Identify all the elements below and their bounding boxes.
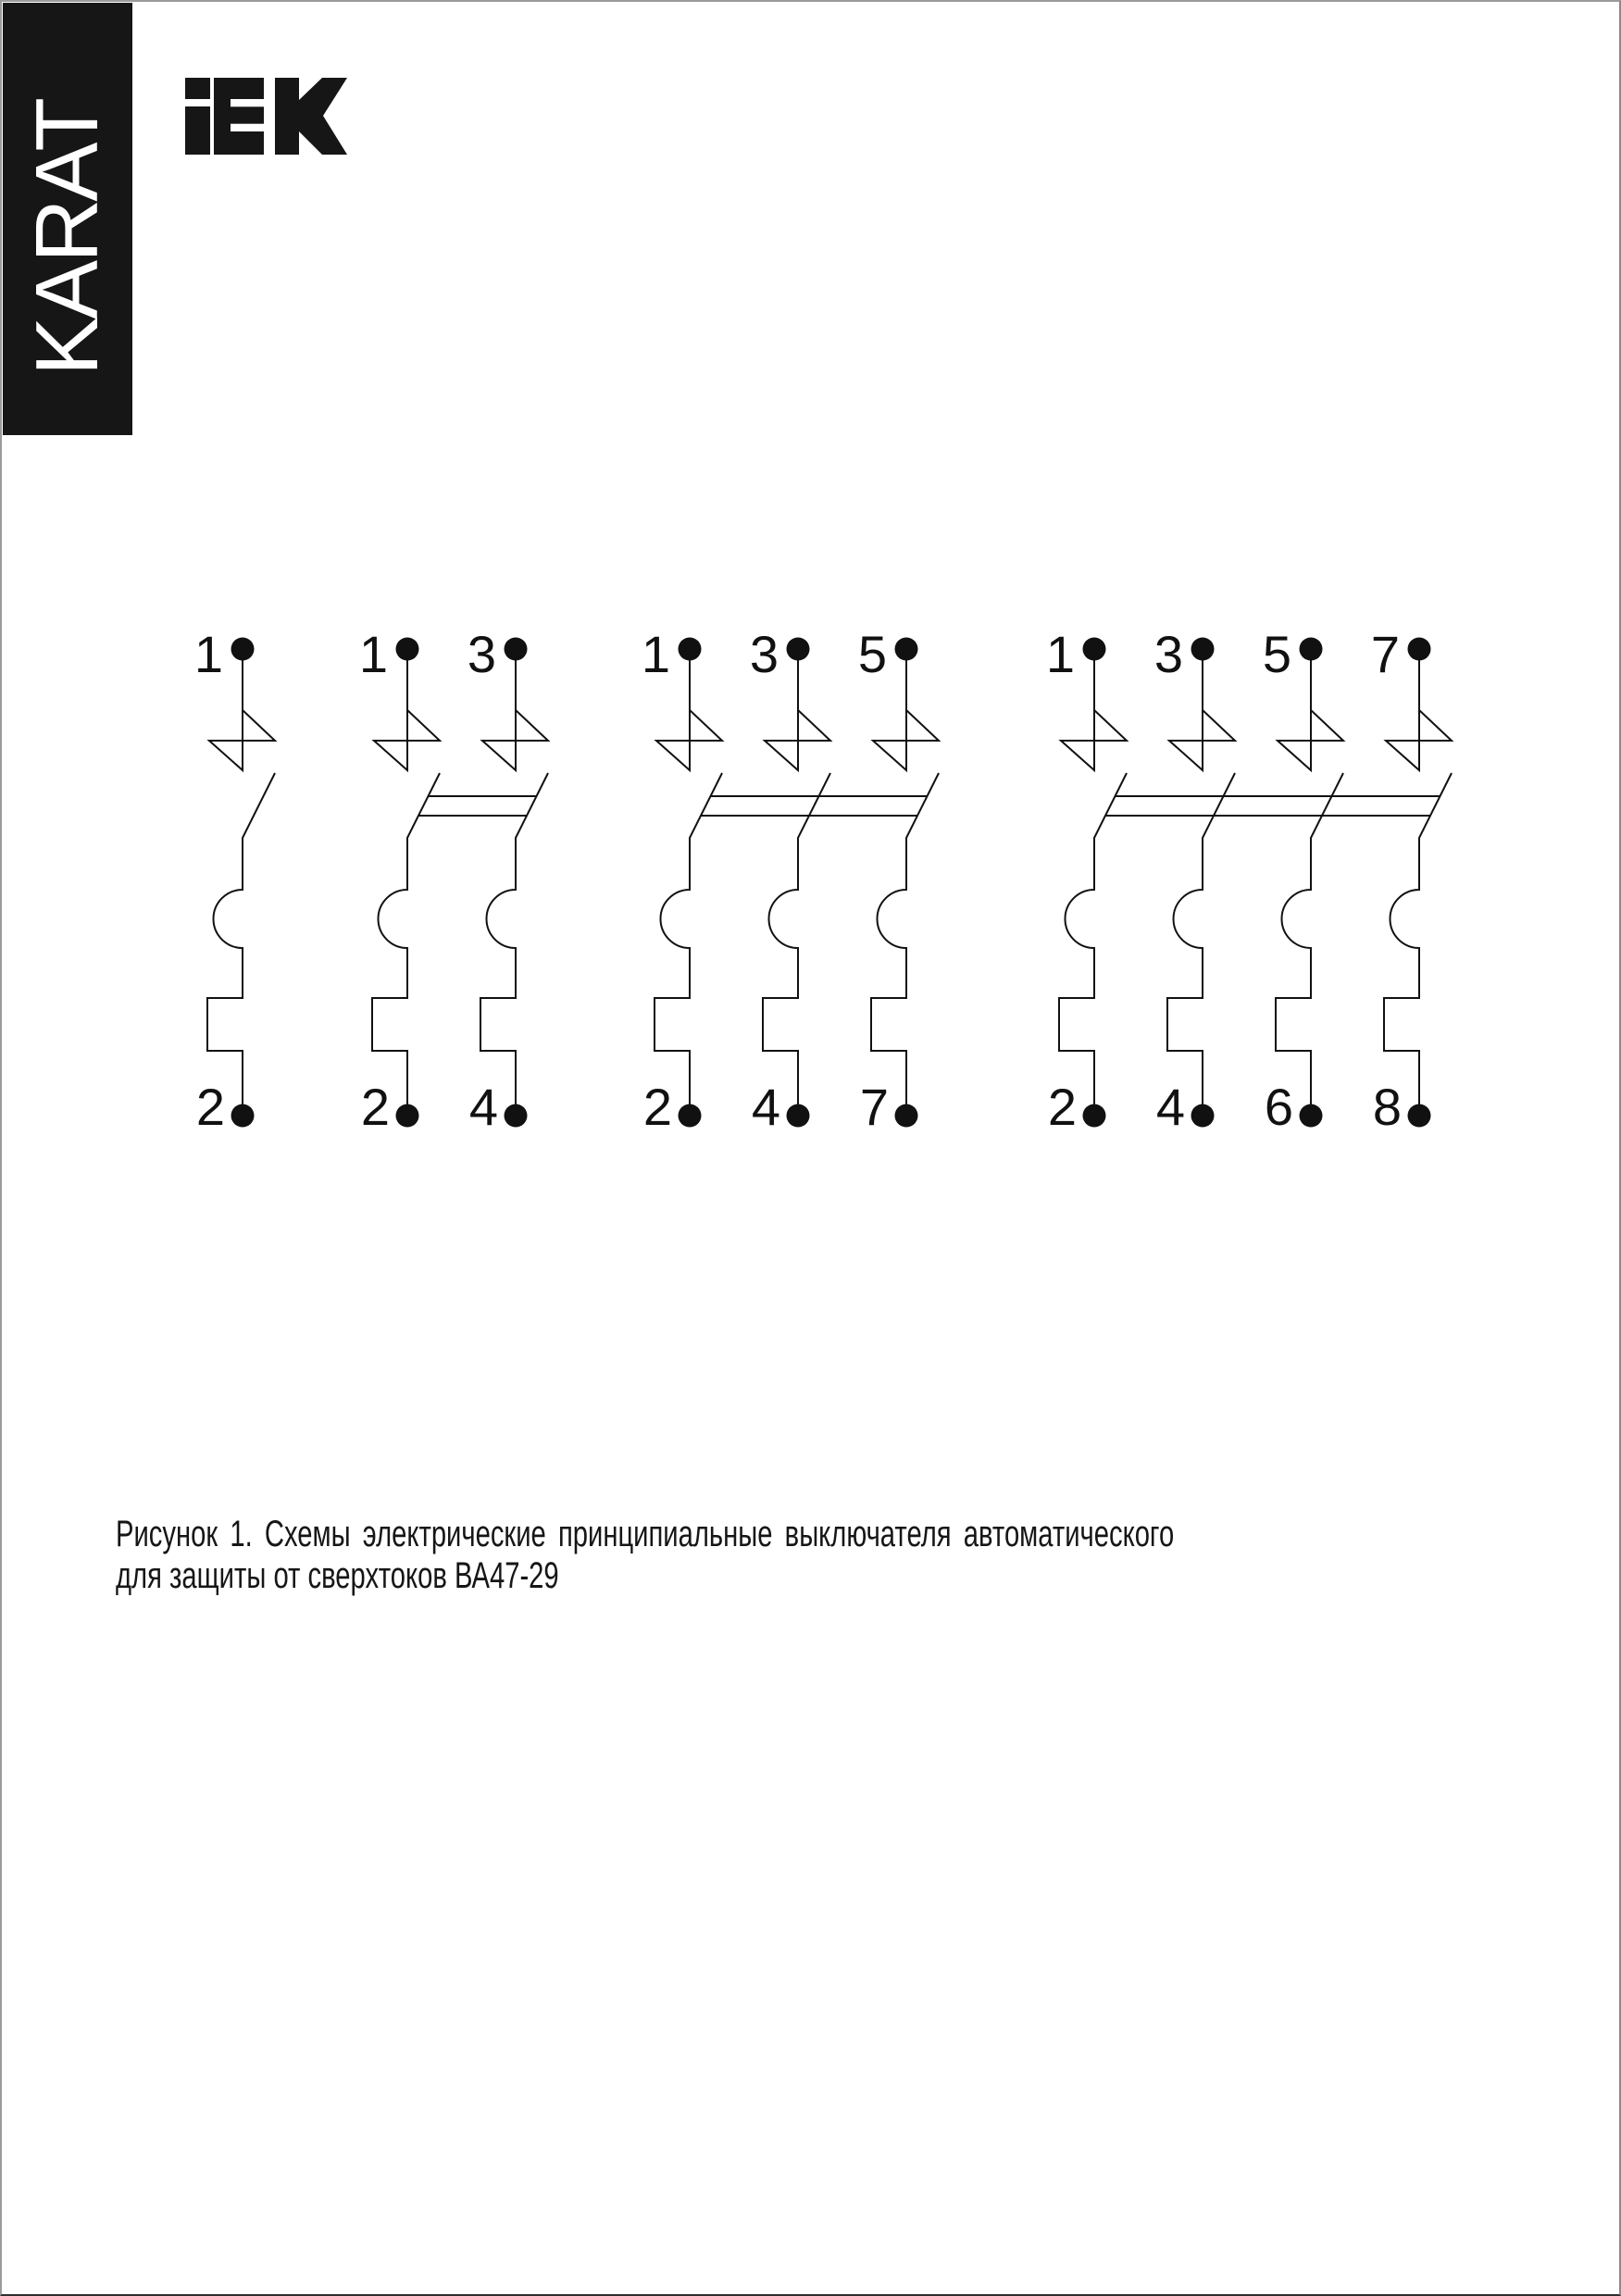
pole-symbol (763, 649, 830, 1116)
terminal-label-bottom: 2 (360, 1078, 390, 1136)
terminal-dot-bottom (231, 1104, 255, 1128)
terminal-label-bottom: 4 (751, 1078, 780, 1136)
terminal-label-top: 3 (1153, 625, 1183, 683)
terminal-dot-top (1408, 638, 1431, 661)
schematic-3-pole (642, 625, 939, 1136)
pole-symbol (1276, 649, 1343, 1116)
pole-symbol (480, 649, 548, 1116)
figure-caption-line2: для защиты от сверхтоков ВА47-29 (116, 1555, 559, 1596)
terminal-label-bottom: 2 (1047, 1078, 1077, 1136)
terminal-dot-top (1083, 638, 1106, 661)
terminal-label-top: 3 (749, 625, 779, 683)
terminal-dot-bottom (895, 1104, 918, 1128)
terminal-label-bottom: 8 (1372, 1078, 1402, 1136)
terminal-label-bottom: 7 (859, 1078, 889, 1136)
terminal-dot-top (679, 638, 702, 661)
terminal-dot-bottom (679, 1104, 702, 1128)
terminal-dot-bottom (396, 1104, 419, 1128)
pole-symbol (372, 649, 440, 1116)
terminal-label-bottom: 4 (468, 1078, 498, 1136)
terminal-label-top: 7 (1370, 625, 1400, 683)
terminal-dot-bottom (1191, 1104, 1215, 1128)
terminal-dot-top (396, 638, 419, 661)
terminal-dot-bottom (505, 1104, 528, 1128)
terminal-dot-bottom (1300, 1104, 1323, 1128)
schematics-figure (2, 2, 1621, 2296)
pole-symbol (1059, 649, 1127, 1116)
terminal-label-bottom: 4 (1155, 1078, 1185, 1136)
terminal-label-top: 1 (1045, 625, 1075, 683)
figure-caption-line1: Рисунок 1. Схемы электрические принципиальные выключателя автоматического (116, 1514, 1175, 1554)
terminal-label-top: 5 (1262, 625, 1291, 683)
terminal-dot-top (1191, 638, 1215, 661)
terminal-label-top: 1 (358, 625, 388, 683)
pole-symbol (1167, 649, 1235, 1116)
schematic-4-pole (1046, 625, 1452, 1136)
terminal-dot-top (231, 638, 255, 661)
pole-symbol (655, 649, 722, 1116)
terminal-label-bottom: 6 (1264, 1078, 1293, 1136)
terminal-label-top: 1 (641, 625, 670, 683)
figure-caption (116, 1514, 1565, 1597)
terminal-dot-top (505, 638, 528, 661)
terminal-label-bottom: 2 (195, 1078, 225, 1136)
terminal-dot-top (895, 638, 918, 661)
pole-symbol (871, 649, 939, 1116)
terminal-label-bottom: 2 (642, 1078, 672, 1136)
terminal-dot-bottom (787, 1104, 810, 1128)
schematic-2-pole (359, 625, 548, 1136)
terminal-label-top: 1 (193, 625, 223, 683)
terminal-dot-bottom (1408, 1104, 1431, 1128)
terminal-dot-bottom (1083, 1104, 1106, 1128)
pole-symbol (207, 649, 275, 1116)
terminal-label-top: 5 (857, 625, 887, 683)
pole-symbol (1384, 649, 1452, 1116)
schematic-1-pole (194, 625, 275, 1136)
terminal-dot-top (787, 638, 810, 661)
terminal-label-top: 3 (467, 625, 496, 683)
karat-brand-text: KARAT (18, 100, 117, 376)
terminal-dot-top (1300, 638, 1323, 661)
